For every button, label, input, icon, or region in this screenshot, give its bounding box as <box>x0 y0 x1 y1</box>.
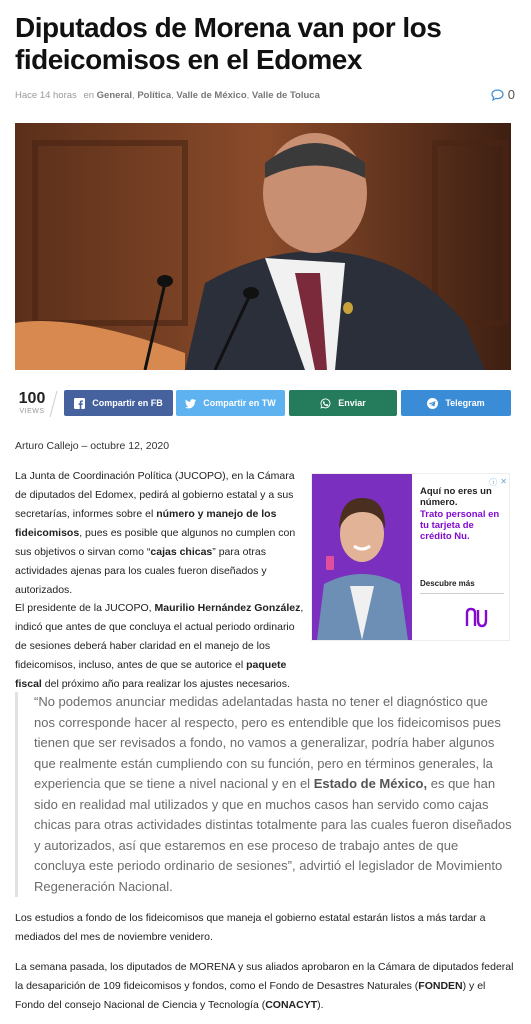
article-paragraph-4: La semana pasada, los diputados de MORENA y sus aliados aprobaron en la Cámara de diputados federal la desaparición de 109 fideicomisos y fondos, como el Fondo de Desastres Naturales (FONDEN) y el Fondo del consejo Nacional de Ciencia y Tecnología (CONACYT). <box>15 961 514 1011</box>
ad-headline: Aquí no eres un número. <box>420 486 492 508</box>
share-whatsapp-button[interactable] <box>289 390 397 416</box>
category-link[interactable]: Valle de México <box>176 90 247 101</box>
comment-icon <box>491 89 504 101</box>
article-paragraph-3: Los estudios a fondo de los fideicomisos que maneja el gobierno estatal estarán listos a más tardar a mediados del mes de noviembre venidero. <box>15 912 486 943</box>
article-paragraph-2: El presidente de la JUCOPO, Maurilio Hernández González, indicó que antes de que concluya el actual periodo ordinario de sesiones deberá haber claridad en el manejo de los fideicomisos, incluso, antes de que se autorice el paquete fiscal del próximo año para realizar los ajustes necesarios. <box>15 602 304 690</box>
article-meta <box>15 87 515 104</box>
ad-info-icon[interactable]: ⓘ <box>489 478 498 487</box>
share-twitter-label: Compartir en TW <box>203 398 276 408</box>
nu-logo <box>464 606 500 630</box>
share-facebook-button[interactable] <box>64 390 173 416</box>
comment-count: 0 <box>507 87 515 102</box>
share-telegram-label: Telegram <box>445 398 485 408</box>
categories-prefix: en <box>83 90 95 101</box>
ad-subheadline: Trato personal en tu tarjeta de crédito Nu. <box>420 509 500 542</box>
author-byline: Arturo Callejo – octubre 12, 2020 <box>15 440 170 452</box>
speaker-photo <box>15 123 511 370</box>
ad-close-icon[interactable]: ✕ <box>500 477 507 486</box>
ad-divider <box>420 593 504 594</box>
ad-photo <box>312 474 412 640</box>
ad-content <box>420 474 508 640</box>
category-link[interactable]: Política <box>137 90 172 101</box>
article-title: Diputados de Morena van por los fideicomisos en el Edomex <box>15 12 442 75</box>
article-paragraph-1: La Junta de Coordinación Política (JUCOPO), en la Cámara de diputados del Edomex, pedirá al gobierno estatal y a sus secretarías, informes sobre el número y manejo de los fideicomisos, pues es posible que algunos no cumplen con sus objetivos o sirvan como “cajas chicas” para otras actividades ajenas para los cuales fueron diseñados y autorizados. <box>15 470 296 596</box>
twitter-icon <box>185 398 196 409</box>
view-counter <box>15 390 49 415</box>
hero-image <box>15 123 511 370</box>
category-link[interactable]: Valle de Toluca <box>251 90 320 101</box>
share-facebook-label: Compartir en FB <box>92 398 163 408</box>
category-link[interactable]: General <box>96 90 133 101</box>
ad-info-controls[interactable] <box>489 477 507 488</box>
publish-time: Hace 14 horas <box>15 90 77 101</box>
views-number: 100 <box>18 390 46 407</box>
whatsapp-icon <box>320 398 331 409</box>
telegram-icon <box>427 398 438 409</box>
article-quote: “No podemos anunciar medidas adelantadas hasta no tener el diagnóstico que nos corresponde hacer al respecto, pero es entendible que los fideicomisos pues tienen que ser revisados a fondo, no vamos a generalizar, podría haber algunos que realmente están cumpliendo con su función, pero en términos generales, la experiencia que se tiene a nivel nacional y en el Estado de México, es que han sido en realidad mal utilizados y que en muchos casos han servido como cajas chicas para otras actividades distintas totalmente para las cuales fueron diseñados y autorizados, así que estaremos en ese proceso de trabajo antes de que concluya este periodo ordinario de sesiones”, advirtió el legislador de Movimiento Regeneración Nacional. <box>15 692 512 897</box>
views-divider <box>50 391 58 417</box>
category-list: General, Política, Valle de México, Valle de Toluca <box>96 90 320 101</box>
advertisement[interactable] <box>311 473 510 641</box>
ad-cta-link[interactable]: Descubre más <box>420 579 475 588</box>
facebook-icon <box>74 398 85 409</box>
share-twitter-button[interactable] <box>176 390 285 416</box>
share-telegram-button[interactable] <box>401 390 511 416</box>
share-whatsapp-label: Enviar <box>338 398 366 408</box>
comments-link[interactable] <box>491 87 515 102</box>
views-label: VIEWS <box>19 408 45 415</box>
